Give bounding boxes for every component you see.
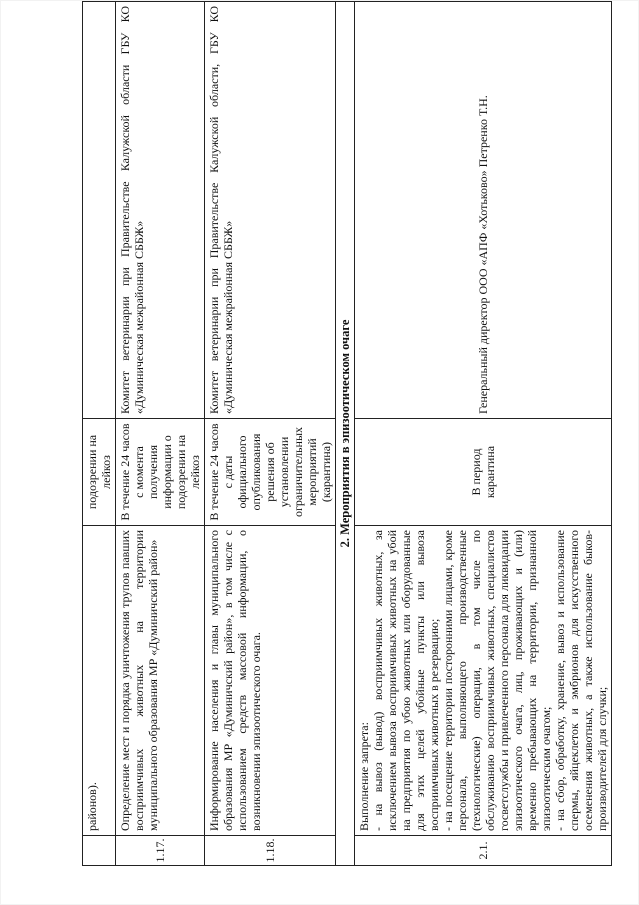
term-cell: В период карантина [355,419,612,526]
action-cell: Информирование населения и главы муниципального образования МР «Думиничский район», в том числе с использованием средств массовой информации, о возникновении эпизоотического очага. [205,526,336,836]
term-cell: подозрении на лейкоз [83,419,116,526]
action-cell: районов). [83,526,116,836]
row-number: 1.17. [116,836,205,866]
row-number: 1.18. [205,836,336,866]
row-number: 2.1. [355,836,612,866]
term-cell: В течение 24 часов с даты официального опубликования решения об установлении ограничительных мероприятий (карантина) [205,419,336,526]
section-title: 2. Мероприятия в эпизоотическом очаге [336,2,355,866]
term-cell: В течение 24 часов с момента получения информации о подозрении на лейкоз [116,419,205,526]
action-line-ban-export: - на вывоз (вывод) восприимчивых животных, за исключением вывоза восприимчивых животных на убой на предприятия по убою животных или оборудованные для этих целей убойные пункты или вывоза восприимчивых животных в резервацию; [371,530,441,831]
table-row-continuation [83,2,116,866]
row-number [83,836,116,866]
action-line-ban-semen: - на сбор, обработку, хранение, вывоз и использование спермы, яйцеклеток и эмбрионов для искусственного осеменения животных, а также использование быков-производителей для случки; [553,530,609,831]
action-cell [355,526,612,836]
responsible-cell [83,2,116,419]
responsible-cell: Комитет ветеринарии при Правительстве Калужской области ГБУ КО «Думиническая межрайонная СББЖ» [116,2,205,419]
responsible-cell: Комитет ветеринарии при Правительстве Калужской области, ГБУ КО «Думиническая межрайонная СББЖ» [205,2,336,419]
table-row-1-17 [116,2,205,866]
table-row-1-18 [205,2,336,866]
section-header-row [336,2,355,866]
table-row-2-1 [355,2,612,866]
action-line-intro: Выполнение запрета: [357,722,371,831]
measures-table [82,1,612,866]
action-cell: Определение мест и порядка уничтожения трупов павших восприимчивых животных на территории муниципального образования МР «Думиничский район» [116,526,205,836]
action-line-ban-visit: - на посещение территории посторонними лицами, кроме персонала, выполняющего производственные (технологические) операции, в том числе по обслуживанию восприимчивых животных, специалистов госветслужбы и привлеченного персонала для ликвидации эпизоотического очага, лиц, проживающих и (или) временно пребывающих на территории, признанной эпизоотическим очагом; [441,530,553,831]
responsible-cell: Генеральный директор ООО «АПФ «Хотьково» Петренко Т.Н. [355,2,612,419]
rotated-table-wrapper [82,2,609,866]
